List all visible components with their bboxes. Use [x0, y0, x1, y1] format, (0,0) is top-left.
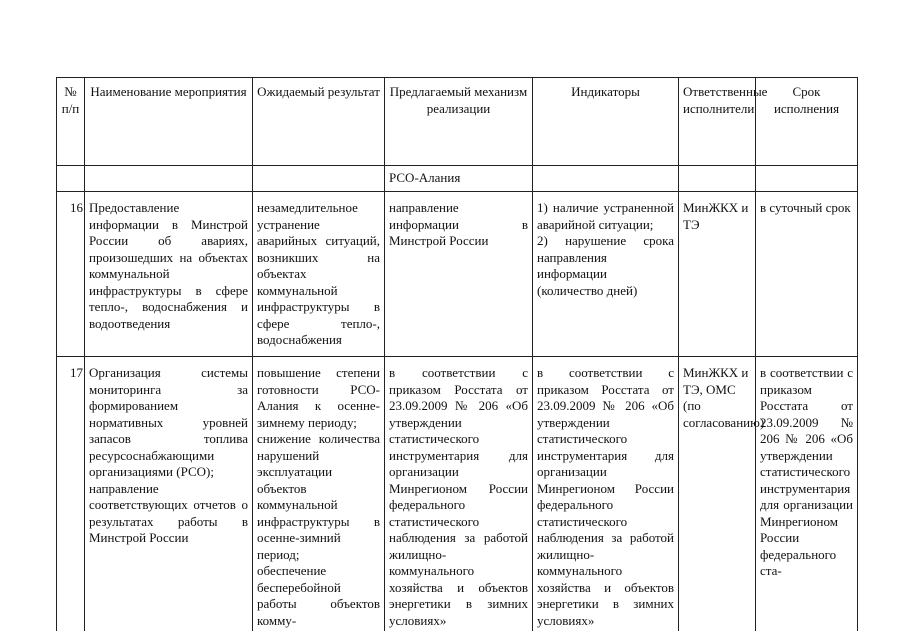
indicator-item: 1) наличие устраненной аварийной ситуации; [537, 200, 674, 232]
section-cell-deadline [756, 166, 858, 192]
implementation-mechanism: направление информации в Минстрой России [385, 192, 533, 357]
activity-name: Предоставление информации в Минстрой России об авариях, произошедших на объектах коммунальной инфраструктуры в сфере тепло-, водоснабжения и водоотведения [85, 192, 253, 357]
result-item: повышение степени готовности РСО-Алания к осенне-зимнему периоду; [257, 365, 380, 430]
implementation-mechanism: в соответствии с приказом Росстата от 23.09.2009 № 206 «Об утверждении статистического инструментария для организации Минрегионом России федерального статистического наблюдения за работой жилищно-коммунального хозяйства и объектов энергетики в зимних условиях» [385, 357, 533, 632]
activity-item: Организация системы мониторинга за формированием нормативных уровней запасов топлива ресурсоснабжающими организациями (РСО); [89, 365, 248, 479]
activities-table [56, 77, 858, 631]
header-deadline: Срок исполнения [756, 78, 858, 166]
responsible-executors: МинЖКХ и ТЭ [679, 192, 756, 357]
table-row [57, 192, 858, 357]
row-number: 17 [57, 357, 85, 632]
header-responsible: Ответственные исполнители [679, 78, 756, 166]
indicators: в соответствии с приказом Росстата от 23.09.2009 № 206 «Об утверждении статистического инструментария для организации Минрегионом России федерального статистического наблюдения за работой жилищно-коммунального хозяйства и объектов энергетики в зимних условиях» [533, 357, 679, 632]
header-mechanism: Предлагаемый механизм реализации [385, 78, 533, 166]
indicators [533, 192, 679, 357]
section-region-label: РСО-Алания [385, 166, 533, 192]
header-indicators: Индикаторы [533, 78, 679, 166]
result-item: снижение количества нарушений эксплуатации объектов коммунальной инфраструктуры в осенне-зимний период; [257, 431, 380, 562]
section-cell-result [253, 166, 385, 192]
table-row [57, 357, 858, 632]
deadline: в соответствии с приказом Росстата от 23.09.2009 № 206 № 206 «Об утверждении статистического инструментария для организации Минрегионом России федерального ста- [756, 357, 858, 632]
header-name: Наименование мероприятия [85, 78, 253, 166]
header-result: Ожидаемый результат [253, 78, 385, 166]
section-cell-num [57, 166, 85, 192]
row-number: 16 [57, 192, 85, 357]
activity-name [85, 357, 253, 632]
section-cell-indicators [533, 166, 679, 192]
expected-result [253, 357, 385, 632]
expected-result: незамедлительное устранение аварийных ситуаций, возникших на объектах коммунальной инфраструктуры в сфере тепло-, водоснабжения [253, 192, 385, 357]
table-header-row [57, 78, 858, 166]
section-cell-responsible [679, 166, 756, 192]
indicator-item: 2) нарушение срока направления информации (количество дней) [537, 233, 674, 298]
responsible-executors: МинЖКХ и ТЭ, ОМС (по согласованию) [679, 357, 756, 632]
section-cell-name [85, 166, 253, 192]
section-row [57, 166, 858, 192]
result-item: обеспечение бесперебойной работы объектов комму- [257, 563, 380, 628]
activity-item: направление соответствующих отчетов о результатах работы в Минстрой России [89, 480, 248, 545]
deadline: в суточный срок [756, 192, 858, 357]
header-num: № п/п [57, 78, 85, 166]
